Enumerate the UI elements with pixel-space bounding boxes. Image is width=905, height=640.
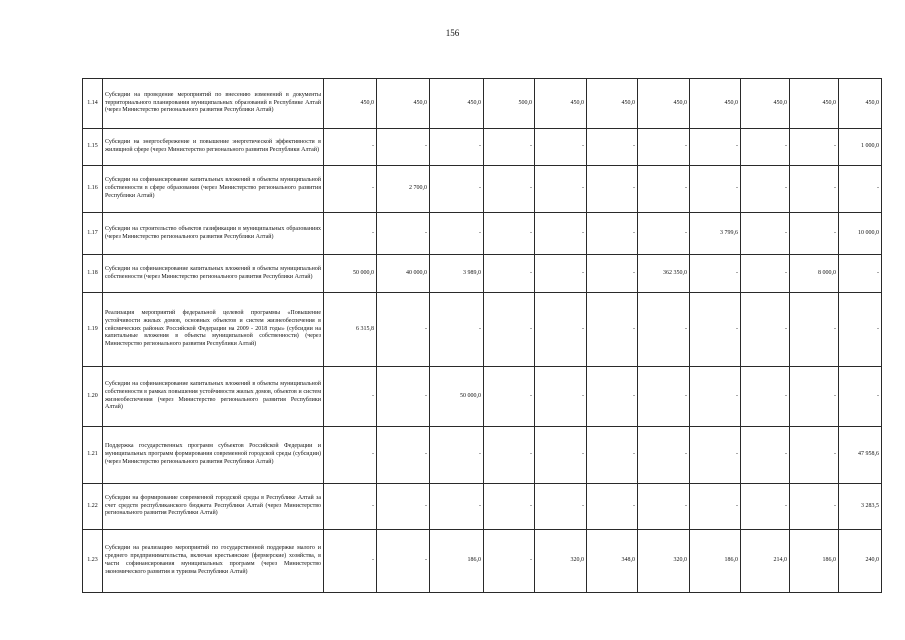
value-cell: - <box>324 367 377 427</box>
row-number: 1.15 <box>83 129 103 166</box>
value-cell: 450,0 <box>741 79 790 129</box>
table-row <box>83 484 882 530</box>
value-cell: - <box>377 367 430 427</box>
value-cell: - <box>535 293 587 367</box>
row-description: Субсидии на софинансирование капитальных вложений в объекты муниципальной собственности в рамках повышения устойчивости жилых домов, объектов и систем жизнеобеспечения (через Министерство регионального развития Республики Алтай) <box>103 367 324 427</box>
value-cell: - <box>741 293 790 367</box>
value-cell: - <box>535 213 587 255</box>
row-description: Субсидии на реализацию мероприятий по государственной поддержке малого и среднего предпринимательства, включая крестьянские (фермерские) хозяйства, в части софинансирования муниципальных программ (через Министерство экономического развития и туризма Республики Алтай) <box>103 530 324 593</box>
value-cell: - <box>587 484 638 530</box>
table-row <box>83 166 882 213</box>
value-cell: - <box>741 255 790 293</box>
row-number: 1.19 <box>83 293 103 367</box>
value-cell: - <box>484 484 535 530</box>
value-cell: 214,0 <box>741 530 790 593</box>
value-cell: - <box>839 367 882 427</box>
value-cell: - <box>790 213 839 255</box>
value-cell: 2 700,0 <box>377 166 430 213</box>
value-cell: - <box>638 129 690 166</box>
value-cell: - <box>638 213 690 255</box>
value-cell: 320,0 <box>535 530 587 593</box>
value-cell: - <box>535 484 587 530</box>
value-cell: - <box>484 213 535 255</box>
value-cell: 47 958,6 <box>839 427 882 484</box>
value-cell: - <box>638 484 690 530</box>
value-cell: - <box>484 255 535 293</box>
value-cell: 348,0 <box>587 530 638 593</box>
page-number: 156 <box>445 28 460 38</box>
value-cell: 3 989,0 <box>430 255 484 293</box>
table-body <box>83 79 882 593</box>
value-cell: 8 000,0 <box>790 255 839 293</box>
value-cell: 450,0 <box>430 79 484 129</box>
value-cell: - <box>690 166 741 213</box>
table-row <box>83 293 882 367</box>
value-cell: - <box>430 293 484 367</box>
value-cell: - <box>484 367 535 427</box>
value-cell: - <box>839 255 882 293</box>
row-number: 1.16 <box>83 166 103 213</box>
value-cell: 450,0 <box>535 79 587 129</box>
value-cell: 450,0 <box>690 79 741 129</box>
value-cell: 3 799,6 <box>690 213 741 255</box>
row-description: Субсидии на энергосбережение и повышение энергетической эффективности в жилищной сфере (через Министерство регионального развития Республики Алтай) <box>103 129 324 166</box>
value-cell: 362 350,0 <box>638 255 690 293</box>
row-number: 1.22 <box>83 484 103 530</box>
value-cell: - <box>535 129 587 166</box>
table-row <box>83 79 882 129</box>
value-cell: - <box>377 427 430 484</box>
value-cell: - <box>741 166 790 213</box>
table-row <box>83 530 882 593</box>
value-cell: 186,0 <box>790 530 839 593</box>
value-cell: - <box>690 255 741 293</box>
value-cell: 6 315,8 <box>324 293 377 367</box>
table-row <box>83 367 882 427</box>
value-cell: - <box>430 484 484 530</box>
value-cell: - <box>430 213 484 255</box>
value-cell: - <box>377 129 430 166</box>
value-cell: - <box>484 166 535 213</box>
value-cell: - <box>839 293 882 367</box>
value-cell: - <box>484 427 535 484</box>
value-cell: - <box>790 367 839 427</box>
row-number: 1.17 <box>83 213 103 255</box>
row-number: 1.21 <box>83 427 103 484</box>
value-cell: 50 000,0 <box>324 255 377 293</box>
value-cell: - <box>790 129 839 166</box>
value-cell: 500,0 <box>484 79 535 129</box>
value-cell: - <box>638 367 690 427</box>
value-cell: - <box>587 367 638 427</box>
value-cell: - <box>839 166 882 213</box>
value-cell: - <box>324 213 377 255</box>
value-cell: - <box>690 484 741 530</box>
row-number: 1.23 <box>83 530 103 593</box>
value-cell: 450,0 <box>324 79 377 129</box>
budget-table <box>82 78 882 593</box>
value-cell: - <box>790 427 839 484</box>
value-cell: - <box>377 293 430 367</box>
value-cell: - <box>484 293 535 367</box>
value-cell: - <box>535 427 587 484</box>
value-cell: - <box>690 367 741 427</box>
value-cell: 240,0 <box>839 530 882 593</box>
value-cell: - <box>587 427 638 484</box>
value-cell: - <box>790 166 839 213</box>
value-cell: - <box>324 530 377 593</box>
value-cell: - <box>484 530 535 593</box>
value-cell: 50 000,0 <box>430 367 484 427</box>
row-description: Поддержка государственных программ субъектов Российской Федерации и муниципальных программ формирования современной городской среды (субсидии) (через Министерство регионального развития Республики Алтай) <box>103 427 324 484</box>
table-row <box>83 255 882 293</box>
value-cell: - <box>690 427 741 484</box>
value-cell: - <box>535 255 587 293</box>
value-cell: - <box>741 129 790 166</box>
value-cell: - <box>587 166 638 213</box>
value-cell: - <box>430 129 484 166</box>
value-cell: - <box>377 213 430 255</box>
value-cell: - <box>587 129 638 166</box>
value-cell: - <box>741 427 790 484</box>
value-cell: 450,0 <box>377 79 430 129</box>
value-cell: - <box>535 166 587 213</box>
value-cell: 3 283,5 <box>839 484 882 530</box>
value-cell: 320,0 <box>638 530 690 593</box>
table-row <box>83 213 882 255</box>
row-description: Субсидии на софинансирование капитальных вложений в объекты муниципальной собственности в сфере образования (через Министерство регионального развития Республики Алтай) <box>103 166 324 213</box>
value-cell: 1 000,0 <box>839 129 882 166</box>
value-cell: - <box>484 129 535 166</box>
value-cell: - <box>741 213 790 255</box>
value-cell: - <box>587 293 638 367</box>
value-cell: - <box>741 367 790 427</box>
value-cell: - <box>324 484 377 530</box>
value-cell: - <box>377 530 430 593</box>
row-description: Субсидии на формирование современной городской среды в Республике Алтай за счет средств республиканского бюджета Республики Алтай (через Министерство регионального развития Республики Алтай) <box>103 484 324 530</box>
row-description: Субсидии на проведение мероприятий по внесению изменений в документы территориального планирования муниципальных образований в Республике Алтай (через Министерство регионального развития Республики Алтай) <box>103 79 324 129</box>
value-cell: - <box>741 484 790 530</box>
value-cell: - <box>324 427 377 484</box>
value-cell: - <box>690 129 741 166</box>
value-cell: - <box>790 484 839 530</box>
value-cell: - <box>324 129 377 166</box>
row-description: Реализация мероприятий федеральной целевой программы «Повышение устойчивости жилых домов, основных объектов и систем жизнеобеспечения в сейсмических районах Российской Федерации на 2009 - 2018 годы» (субсидии на капитальные вложения в объекты муниципальной собственности) (через Министерство регионального развития Республики Алтай) <box>103 293 324 367</box>
row-number: 1.20 <box>83 367 103 427</box>
value-cell: - <box>638 427 690 484</box>
value-cell: 450,0 <box>587 79 638 129</box>
value-cell: - <box>430 427 484 484</box>
value-cell: - <box>690 293 741 367</box>
value-cell: - <box>790 293 839 367</box>
row-number: 1.18 <box>83 255 103 293</box>
row-description: Субсидии на строительство объектов газификации в муниципальных образованиях (через Министерство регионального развития Республики Алтай) <box>103 213 324 255</box>
table-row <box>83 427 882 484</box>
value-cell: - <box>587 213 638 255</box>
row-description: Субсидии на софинансирование капитальных вложений в объекты муниципальной собственности (через Министерство регионального развития Республики Алтай) <box>103 255 324 293</box>
value-cell: - <box>430 166 484 213</box>
value-cell: - <box>638 166 690 213</box>
value-cell: - <box>638 293 690 367</box>
value-cell: - <box>587 255 638 293</box>
value-cell: 450,0 <box>790 79 839 129</box>
value-cell: 40 000,0 <box>377 255 430 293</box>
value-cell: 450,0 <box>638 79 690 129</box>
value-cell: 450,0 <box>839 79 882 129</box>
value-cell: 186,0 <box>430 530 484 593</box>
value-cell: 10 000,0 <box>839 213 882 255</box>
table-row <box>83 129 882 166</box>
row-number: 1.14 <box>83 79 103 129</box>
value-cell: - <box>535 367 587 427</box>
value-cell: - <box>377 484 430 530</box>
value-cell: - <box>324 166 377 213</box>
value-cell: 186,0 <box>690 530 741 593</box>
